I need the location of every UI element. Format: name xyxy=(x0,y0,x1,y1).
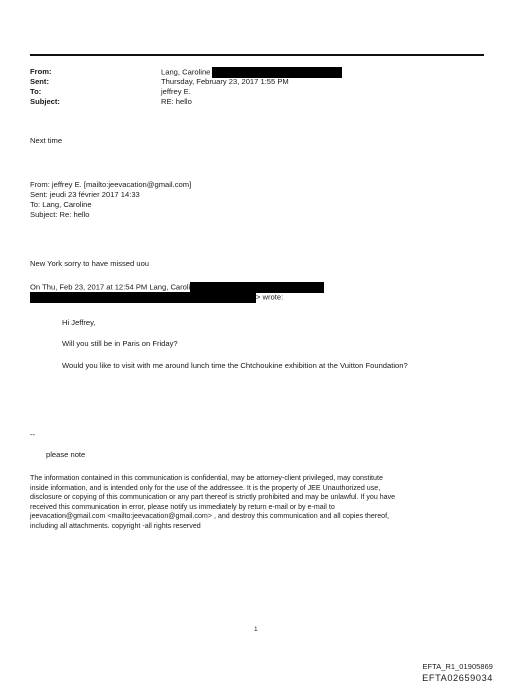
disclaimer-line: jeevacation@gmail.com <mailto:jeevacation@gmail.com> , and destroy this communication and all copies thereof, xyxy=(30,512,390,521)
quoted-sent: Sent: jeudi 23 février 2017 14:33 xyxy=(30,190,140,199)
bates-id-1: EFTA_R1_01905869 xyxy=(422,662,493,671)
disclaimer-line: including all attachments. copyright -all rights reserved xyxy=(30,521,201,530)
original-line-1: Will you still be in Paris on Friday? xyxy=(62,339,178,348)
signature-dashes: -- xyxy=(30,430,36,439)
quoted-body: New York sorry to have missed uou xyxy=(30,259,150,268)
reply-body: Next time xyxy=(30,136,63,145)
sent-value: Thursday, February 23, 2017 1:55 PM xyxy=(161,77,289,86)
on-wrote-line-2: > wrote: xyxy=(30,292,283,303)
sent-row xyxy=(30,77,342,87)
from-row xyxy=(30,67,342,77)
subject-label: Subject: xyxy=(30,97,60,106)
from-value: Lang, Caroline xyxy=(161,67,342,77)
original-line-2: Would you like to visit with me around lunch time the Chtchoukine exhibition at the Vuitton Foundation? xyxy=(62,361,408,370)
disclaimer-line: inside information, and is intended only for the use of the addressee. It is the property of JEE Unauthorized use, xyxy=(30,483,381,492)
quoted-subject: Subject: Re: hello xyxy=(30,210,90,219)
on-wrote-line: On Thu, Feb 23, 2017 at 12:54 PM Lang, Caroli xyxy=(30,282,324,293)
page-number: 1 xyxy=(254,626,258,633)
quoted-header xyxy=(30,180,191,220)
bates-id-2: EFTA02659034 xyxy=(422,673,493,683)
from-label: From: xyxy=(30,67,52,76)
to-value: jeffrey E. xyxy=(161,87,191,96)
to-label: To: xyxy=(30,87,42,96)
please-note: please note xyxy=(46,450,86,459)
disclaimer-line: received this communication in error, please notify us immediately by return e-mail or by e-mail to xyxy=(30,502,335,511)
disclaimer-line: The information contained in this communication is confidential, may be attorney-client privileged, may constitute xyxy=(30,474,383,482)
to-row xyxy=(30,87,342,97)
quoted-to: To: Lang, Caroline xyxy=(30,200,92,209)
quoted-from: From: jeffrey E. [mailto:jeevacation@gmail.com] xyxy=(30,180,192,189)
email-header xyxy=(30,67,342,107)
subject-row xyxy=(30,97,342,107)
header-rule xyxy=(30,54,484,56)
disclaimer xyxy=(30,474,492,532)
redaction-block xyxy=(30,292,256,303)
greeting: Hi Jeffrey, xyxy=(62,318,96,327)
disclaimer-line: disclosure or copying of this communication or any part thereof is strictly prohibited and may be unlawful. If you have xyxy=(30,493,396,502)
sent-label: Sent: xyxy=(30,77,49,86)
subject-value: RE: hello xyxy=(161,97,192,106)
